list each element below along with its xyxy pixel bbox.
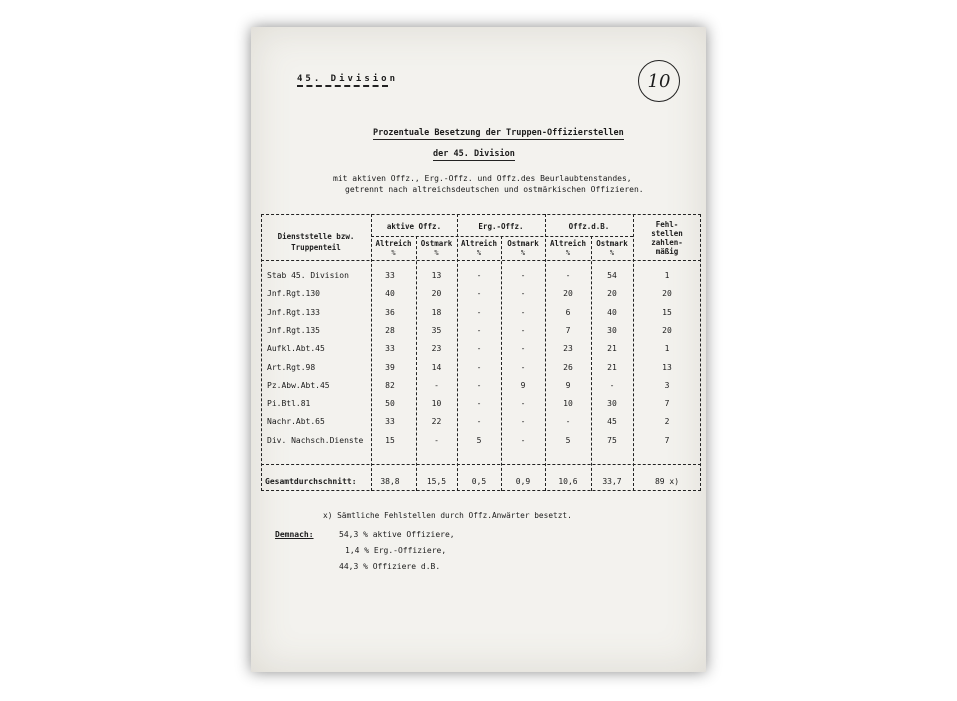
- cell-b-ost: 54: [607, 271, 617, 280]
- cell-a-ost: 14: [431, 362, 442, 372]
- cell-b-alt: 6: [565, 307, 571, 317]
- cell-b-ost: 45: [607, 417, 617, 427]
- cell-b-alt: 10: [563, 399, 573, 409]
- cell-a-alt: 15: [385, 435, 395, 445]
- cell-e-alt: -: [476, 325, 482, 335]
- summary-label: Demnach:: [275, 530, 314, 539]
- cell-a-alt: 82: [385, 380, 395, 390]
- division-heading: 45. Division: [297, 74, 399, 84]
- cell-a-ost: -: [434, 380, 439, 390]
- cell-b-alt: 26: [563, 362, 573, 372]
- cell-fehl: 89 x): [654, 477, 680, 486]
- cell-b-alt: -: [565, 271, 571, 280]
- cell-fehl: 7: [664, 435, 670, 445]
- summary-line-3: 44,3 % Offiziere d.B.: [339, 562, 441, 571]
- cell-b-alt: -: [565, 417, 571, 427]
- row-label: Stab 45. Division: [267, 271, 349, 280]
- cell-fehl: 13: [662, 362, 672, 372]
- cell-a-ost: 35: [431, 325, 442, 335]
- cell-e-ost: -: [520, 271, 526, 280]
- header-col0-line1: Dienststelle bzw.: [277, 232, 355, 241]
- footnote: x) Sämtliche Fehlstellen durch Offz.Anwärter besetzt.: [323, 511, 572, 520]
- percent-mark: %: [565, 249, 571, 257]
- row-label: Pz.Abw.Abt.45: [267, 380, 330, 390]
- row-label: Pi.Btl.81: [267, 399, 311, 409]
- cell-a-alt: 40: [385, 289, 395, 299]
- cell-fehl: 20: [662, 289, 672, 299]
- table-hline: [371, 236, 633, 237]
- cell-a-ost: 23: [431, 344, 442, 354]
- header-fehl-line1: Fehl-: [655, 220, 679, 229]
- cell-e-alt: -: [476, 271, 482, 280]
- percent-mark: %: [391, 249, 396, 257]
- cell-e-alt: -: [476, 307, 482, 317]
- cell-a-alt: 33: [385, 271, 395, 280]
- header-ostmark: Ostmark: [420, 239, 453, 248]
- cell-b-alt: 23: [563, 344, 573, 354]
- summary-line-1: 54,3 % aktive Offiziere,: [339, 530, 455, 539]
- cell-e-alt: 5: [476, 435, 482, 445]
- header-altreich: Altreich: [549, 239, 587, 248]
- header-ostmark: Ostmark: [596, 239, 628, 248]
- cell-e-alt: -: [476, 417, 482, 427]
- page-number-stamp: 10: [638, 60, 680, 102]
- percent-mark: %: [476, 249, 482, 257]
- cell-e-ost: -: [520, 344, 526, 354]
- header-aktive: aktive Offz.: [386, 222, 442, 231]
- table-hline: [261, 260, 701, 261]
- header-altreich: Altreich: [375, 239, 412, 248]
- cell-fehl: 2: [664, 417, 670, 427]
- cell-fehl: 15: [662, 307, 672, 317]
- percent-mark: %: [434, 249, 439, 257]
- cell-a-ost: 18: [431, 307, 442, 317]
- cell-e-alt: 0,5: [471, 477, 487, 486]
- cell-a-ost: -: [434, 435, 439, 445]
- table-hline: [261, 464, 701, 465]
- cell-a-alt: 28: [385, 325, 395, 335]
- cell-a-ost: 22: [431, 417, 442, 427]
- cell-b-alt: 20: [563, 289, 573, 299]
- cell-fehl: 1: [664, 344, 670, 354]
- cell-e-ost: -: [520, 362, 526, 372]
- cell-fehl: 3: [664, 380, 670, 390]
- cell-e-ost: 9: [520, 380, 526, 390]
- heading-underline: [297, 85, 388, 87]
- header-fehl-line3: zahlen-: [651, 238, 683, 247]
- title-line-2: der 45. Division: [433, 149, 515, 159]
- cell-fehl: 1: [664, 271, 670, 280]
- row-label: Jnf.Rgt.135: [267, 325, 320, 335]
- row-label: Jnf.Rgt.133: [267, 307, 320, 317]
- cell-a-ost: 10: [431, 399, 442, 409]
- cell-b-ost: 20: [607, 289, 617, 299]
- cell-b-ost: 75: [607, 435, 617, 445]
- cell-b-alt: 5: [565, 435, 571, 445]
- row-label: Gesamtdurchschnitt:: [265, 477, 357, 486]
- cell-b-alt: 10,6: [558, 477, 578, 486]
- cell-a-alt: 36: [385, 307, 395, 317]
- percent-mark: %: [520, 249, 526, 257]
- row-label: Art.Rgt.98: [267, 362, 316, 372]
- header-fehl-line2: stellen: [651, 229, 683, 238]
- cell-b-ost: 21: [607, 344, 617, 354]
- cell-e-ost: -: [520, 289, 526, 299]
- cell-e-alt: -: [476, 362, 482, 372]
- row-label: Jnf.Rgt.130: [267, 289, 320, 299]
- percent-mark: %: [609, 249, 615, 257]
- cell-a-alt: 33: [385, 417, 395, 427]
- cell-b-alt: 7: [565, 325, 571, 335]
- cell-b-ost: -: [609, 380, 615, 390]
- header-ostmark: Ostmark: [507, 239, 539, 248]
- cell-a-ost: 20: [431, 289, 442, 299]
- cell-a-alt: 50: [385, 399, 395, 409]
- cell-b-ost: 30: [607, 399, 617, 409]
- row-label: Nachr.Abt.65: [267, 417, 325, 427]
- header-erg: Erg.-Offz.: [478, 222, 524, 231]
- cell-e-alt: -: [476, 344, 482, 354]
- cell-e-ost: -: [520, 399, 526, 409]
- header-fehl-line4: mäßig: [655, 247, 679, 256]
- cell-e-alt: -: [476, 399, 482, 409]
- cell-e-ost: -: [520, 435, 526, 445]
- cell-b-ost: 21: [607, 362, 617, 372]
- cell-b-ost: 30: [607, 325, 617, 335]
- subtitle-line-1: mit aktiven Offz., Erg.-Offz. und Offz.des Beurlaubtenstandes,: [333, 174, 632, 183]
- cell-b-ost: 40: [607, 307, 617, 317]
- cell-fehl: 20: [662, 325, 672, 335]
- header-offz-db: Offz.d.B.: [568, 222, 610, 231]
- cell-b-ost: 33,7: [602, 477, 622, 486]
- cell-fehl: 7: [664, 399, 670, 409]
- cell-e-alt: -: [476, 380, 482, 390]
- officer-table: [261, 214, 701, 491]
- cell-a-alt: 33: [385, 344, 395, 354]
- row-label: Div. Nachsch.Dienste: [267, 435, 364, 445]
- document-page: [251, 27, 706, 672]
- cell-e-ost: -: [520, 307, 526, 317]
- row-label: Aufkl.Abt.45: [267, 344, 325, 354]
- cell-e-ost: -: [520, 325, 526, 335]
- cell-b-alt: 9: [565, 380, 571, 390]
- cell-e-alt: -: [476, 289, 482, 299]
- cell-e-ost: 0,9: [515, 477, 531, 486]
- summary-line-2: 1,4 % Erg.-Offiziere,: [345, 546, 447, 555]
- title-line-1: Prozentuale Besetzung der Truppen-Offizierstellen: [373, 128, 624, 138]
- subtitle-line-2: getrennt nach altreichsdeutschen und ostmärkischen Offizieren.: [345, 185, 644, 194]
- cell-a-alt: 39: [385, 362, 395, 372]
- cell-a-ost: 13: [431, 271, 442, 280]
- header-altreich: Altreich: [460, 239, 498, 248]
- header-col0-line2: Truppenteil: [291, 243, 341, 252]
- cell-a-ost: 15,5: [426, 477, 447, 486]
- cell-e-ost: -: [520, 417, 526, 427]
- cell-a-alt: 38,8: [380, 477, 400, 486]
